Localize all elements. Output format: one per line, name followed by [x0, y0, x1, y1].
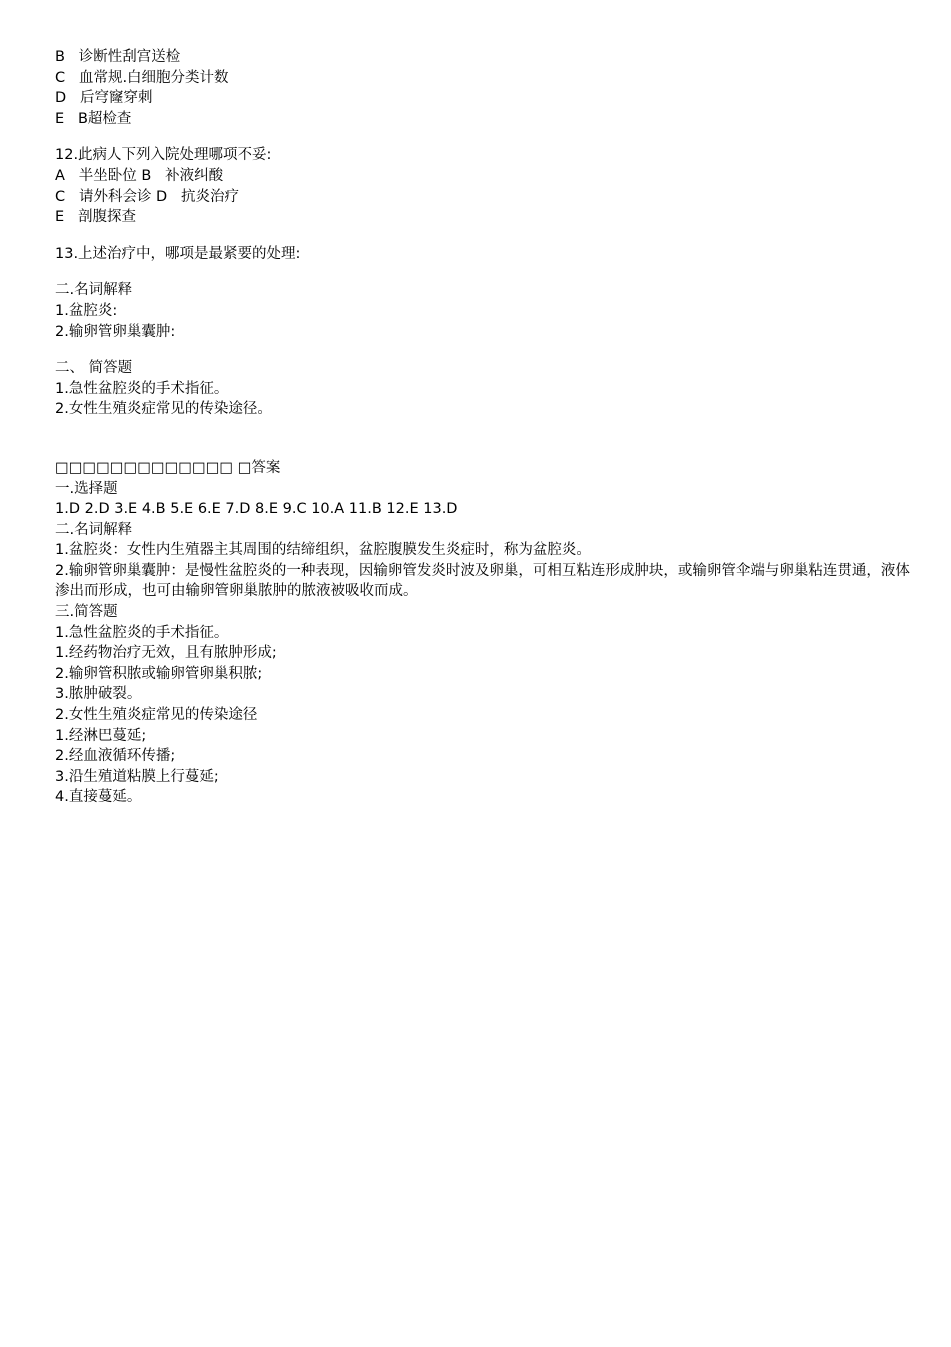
answer-s2-item: 4.直接蔓延。 [55, 789, 142, 806]
spacer [55, 264, 915, 280]
terms-section [55, 280, 915, 342]
q13-title: 13.上述治疗中，哪项是最紧要的处理: [55, 245, 301, 262]
answer-s2-item: 2.经血液循环传播; [55, 748, 176, 765]
terms-heading: 二.名词解释 [55, 282, 133, 299]
q12-title: 12.此病人下列入院处理哪项不妥: [55, 147, 272, 164]
spacer [55, 342, 915, 358]
answer-s1-item: 3.脓肿破裂。 [55, 686, 142, 703]
short-item: 2.女性生殖炎症常见的传染途径。 [55, 401, 272, 418]
answer-short-heading: 三.简答题 [55, 604, 118, 621]
q12-option-ab: A 半坐卧位 B 补液纠酸 [55, 167, 224, 184]
spacer [55, 420, 915, 458]
answer-s2-item: 3.沿生殖道粘膜上行蔓延; [55, 768, 219, 785]
answer-s1-item: 1.经药物治疗无效，且有脓肿形成; [55, 645, 277, 662]
short-item: 1.急性盆腔炎的手术指征。 [55, 380, 229, 397]
answer-s1-title: 1.急性盆腔炎的手术指征。 [55, 624, 229, 641]
spacer [55, 129, 915, 145]
term-item: 2.输卵管卵巢囊肿: [55, 323, 176, 340]
spacer [55, 228, 915, 244]
q11-option-e: E B超检查 [55, 110, 132, 127]
answer-s2-item: 1.经淋巴蔓延; [55, 727, 147, 744]
answer-terms-heading: 二.名词解释 [55, 521, 133, 538]
document-page [55, 47, 915, 808]
answer-s1-item: 2.输卵管积脓或输卵管卵巢积脓; [55, 665, 263, 682]
q12-block [55, 145, 915, 227]
q11-option-d: D 后穹窿穿刺 [55, 90, 153, 107]
q11-option-c: C 血常规.白细胞分类计数 [55, 69, 229, 86]
short-answer-section [55, 358, 915, 420]
q11-option-b: B 诊断性刮宫送检 [55, 49, 181, 65]
answers-section [55, 458, 915, 808]
answer-term-2: 2.输卵管卵巢囊肿：是慢性盆腔炎的一种表现，因输卵管发炎时波及卵巢，可相互粘连形成肿块，或输卵管伞端与卵巢粘连贯通，液体渗出而形成，也可由输卵管卵巢脓肿的脓液被吸收而成。 [55, 562, 910, 600]
answer-s2-title: 2.女性生殖炎症常见的传染途径 [55, 707, 258, 724]
q11-options [55, 47, 915, 129]
answers-title: □□□□□□□□□□□□□ □答案 [55, 459, 281, 476]
q12-option-e: E 剖腹探查 [55, 209, 136, 226]
term-item: 1.盆腔炎: [55, 302, 118, 319]
q12-option-cd: C 请外科会诊 D 抗炎治疗 [55, 188, 240, 205]
choice-answers: 1.D 2.D 3.E 4.B 5.E 6.E 7.D 8.E 9.C 10.A 11.B 12.E 13.D [55, 501, 458, 518]
choice-heading: 一.选择题 [55, 480, 118, 497]
answer-term-1: 1.盆腔炎：女性内生殖器主其周围的结缔组织，盆腔腹膜发生炎症时，称为盆腔炎。 [55, 542, 591, 559]
short-heading: 二、 简答题 [55, 360, 133, 377]
